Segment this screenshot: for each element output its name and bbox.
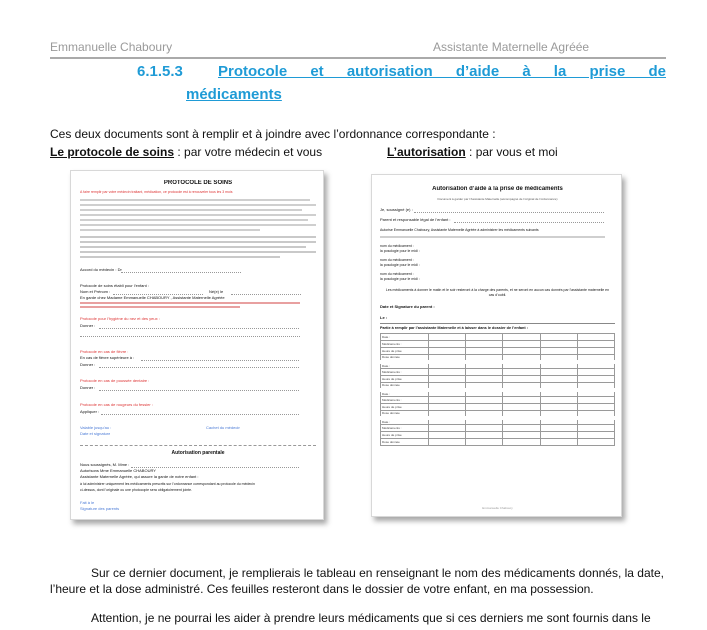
doc2-title: Autorisation d’aide à la prise de médicaments — [432, 186, 563, 192]
doc1-donner-3: Donner : — [80, 385, 96, 390]
table-cell — [577, 397, 614, 404]
table-row-label: Heure de prise — [381, 348, 429, 355]
doc1-fait: Fait à le — [80, 500, 95, 505]
doc1-body-text — [80, 204, 316, 206]
doc1-body-text — [80, 256, 280, 258]
table-row — [381, 355, 615, 362]
doc1-field-line — [99, 390, 299, 391]
table-row-label: Heure de prise — [381, 404, 429, 411]
table-cell — [429, 418, 466, 425]
table-row-label: Médicaments : — [381, 341, 429, 348]
doc1-body-text — [80, 241, 316, 243]
table-cell — [466, 432, 503, 439]
table-cell — [540, 383, 577, 390]
doc1-nom: Nom et Prénom : — [80, 289, 111, 294]
table-cell — [503, 355, 540, 362]
doc1-date-signature: Date et signature — [80, 431, 111, 436]
table-row — [381, 348, 615, 355]
section-title-line2: médicaments — [186, 86, 282, 103]
doc1-administrer: à lui administrer uniquement les médicaments prescrits sur l’ordonnance correspondant au protocole du médecin — [80, 482, 255, 486]
table-cell — [503, 432, 540, 439]
table-row-label: Heure de prise — [381, 432, 429, 439]
doc1-signature-parents: Signature des parents — [80, 506, 120, 511]
doc1-fievre-sup: En cas de fièvre supérieure à : — [80, 355, 135, 360]
doc1-field-line — [131, 467, 299, 468]
table-cell — [503, 390, 540, 397]
doc1-field-line — [101, 414, 299, 415]
doc2-partie: Partie à remplir par l’assistante Maternelle et à laisser dans le dossier de l’enfant : — [380, 326, 528, 330]
table-row — [381, 376, 615, 383]
table-cell — [540, 397, 577, 404]
doc2-posologie: la posologie pour le midi : — [380, 263, 420, 267]
table-row — [381, 404, 615, 411]
table-cell — [577, 404, 614, 411]
table-cell — [503, 418, 540, 425]
doc1-body-text — [80, 251, 316, 253]
table-cell — [577, 432, 614, 439]
table-row — [381, 397, 615, 404]
doc1-amagree: Assistante Maternelle Agréée, qui assure la garde de notre enfant : — [80, 474, 199, 479]
doc2-soussigne: Je, soussigné (e) : — [380, 207, 413, 212]
doc1-cachet: Cachet du médecin — [206, 425, 241, 430]
doc2-nom-medicament: nom du médicament : — [380, 244, 414, 248]
table-row — [381, 432, 615, 439]
doc1-donner-1: Donner : — [80, 323, 96, 328]
doc1-dentaire: Protocole en cas de poussée dentaire : — [80, 378, 150, 383]
table-cell — [503, 369, 540, 376]
doc1-autorisation-title: Autorisation parentale — [171, 450, 225, 456]
doc1-field-line — [141, 360, 299, 361]
table-cell — [503, 425, 540, 432]
table-cell — [429, 404, 466, 411]
doc1-body-text — [80, 199, 310, 201]
table-cell — [577, 376, 614, 383]
doc2-nom-medicament: nom du médicament : — [380, 272, 414, 276]
table-cell — [466, 404, 503, 411]
table-cell — [577, 355, 614, 362]
doc2-le: Le : — [380, 315, 388, 320]
table-cell — [503, 397, 540, 404]
table-row-label: Médicaments : — [381, 397, 429, 404]
table-cell — [466, 390, 503, 397]
table-cell — [429, 439, 466, 446]
table-cell — [466, 334, 503, 341]
doc1-body-text — [80, 209, 302, 211]
paragraph-1-line-1: Sur ce dernier document, je remplierais le tableau en renseignant le nom des médicaments donnés, la date, — [91, 566, 664, 580]
table-cell — [429, 334, 466, 341]
doc1-note — [80, 302, 300, 304]
table-row-label: Médicaments : — [381, 369, 429, 376]
doc2-intro: Document à garder par l’Assistante Maternelle (accompagné de l’original de l’ordonnance) — [437, 197, 558, 201]
table-cell — [503, 404, 540, 411]
doc1-body-text — [80, 224, 316, 226]
doc2-footer: Emmanuelle Chaboury — [482, 506, 513, 510]
table-cell — [540, 334, 577, 341]
doc2-field-line — [454, 222, 604, 223]
table-cell — [466, 376, 503, 383]
table-cell — [540, 425, 577, 432]
table-cell — [503, 334, 540, 341]
table-cell — [429, 397, 466, 404]
table-cell — [429, 390, 466, 397]
table-cell — [540, 376, 577, 383]
table-cell — [503, 362, 540, 369]
doc1-valable: Valable jusqu’au : — [80, 425, 112, 430]
paragraph-1-line-2: l’heure et la dose administré. Ces feuilles resteront dans le dossier de votre enfant, en ma possession. — [50, 582, 594, 596]
table-row-label: Date : — [381, 334, 429, 341]
table-cell — [577, 369, 614, 376]
doc1-body-text — [80, 219, 308, 221]
table-row-label: Dose donnée — [381, 355, 429, 362]
autorisation-label — [387, 145, 558, 159]
table-row-label: Dose donnée — [381, 439, 429, 446]
table-row — [381, 341, 615, 348]
doc2-autorise: Autorise Emmanuelle Chaboury, Assistante Maternelle Agréée à administrer les médicaments suivants — [380, 228, 539, 232]
doc1-body-text — [80, 229, 260, 231]
table-cell — [540, 341, 577, 348]
doc2-nom-medicament: nom du médicament : — [380, 258, 414, 262]
doc1-ci-dessus: ci-dessus, dont l’originale ou une photocopie sera obligatoirement jointe. — [80, 488, 193, 492]
table-cell — [466, 362, 503, 369]
table-cell — [540, 404, 577, 411]
table-row — [381, 390, 615, 397]
table-cell — [577, 334, 614, 341]
header-divider — [50, 57, 666, 59]
doc1-fievre: Protocole en cas de fièvre : — [80, 349, 129, 354]
table-row-label: Dose donnée — [381, 411, 429, 418]
section-number: 6.1.5.3 — [137, 63, 183, 80]
doc1-accord: Accord du médecin : Dr — [80, 267, 122, 272]
table-row — [381, 425, 615, 432]
table-cell — [466, 341, 503, 348]
table-cell — [503, 341, 540, 348]
table-cell — [466, 411, 503, 418]
doc1-hygiene: Protocole pour l’hygiène du nez et des yeux : — [80, 316, 160, 321]
autorisation-term: L’autorisation — [387, 145, 466, 159]
table-cell — [540, 348, 577, 355]
doc1-soussignes: Nous soussignés, M. Mme : — [80, 462, 130, 467]
doc1-donner-2: Donner : — [80, 362, 96, 367]
table-cell — [540, 411, 577, 418]
table-cell — [503, 411, 540, 418]
table-cell — [466, 369, 503, 376]
table-cell — [577, 348, 614, 355]
table-row-label: Date : — [381, 418, 429, 425]
table-row-label: Heure de prise — [381, 376, 429, 383]
table-cell — [540, 390, 577, 397]
table-row — [381, 369, 615, 376]
table-cell — [540, 439, 577, 446]
table-cell — [577, 341, 614, 348]
doc1-field-line — [80, 336, 300, 337]
doc2-date-signature: Date et Signature du parent : — [380, 304, 435, 309]
section-title-line1: Protocole et autorisation d’aide à la prise de — [218, 63, 666, 80]
doc1-fessier: Protocole en cas de rougeurs du fessier : — [80, 402, 153, 407]
table-cell — [466, 397, 503, 404]
table-cell — [577, 383, 614, 390]
table-cell — [429, 362, 466, 369]
table-cell — [577, 439, 614, 446]
table-cell — [429, 341, 466, 348]
protocole-description: : par votre médecin et vous — [174, 145, 323, 159]
table-cell — [577, 390, 614, 397]
table-row-label: Date : — [381, 390, 429, 397]
table-cell — [503, 439, 540, 446]
table-row-label: Date : — [381, 362, 429, 369]
doc1-body-text — [80, 246, 306, 248]
table-cell — [466, 439, 503, 446]
protocole-de-soins-document — [70, 170, 324, 520]
table-cell — [429, 348, 466, 355]
table-cell — [540, 432, 577, 439]
doc1-subtitle: A faire remplir par votre médecin traitant, médication, ce protocole est à renouveler tous les 3 mois — [80, 190, 233, 194]
table-row — [381, 362, 615, 369]
doc2-posologie: la posologie pour le midi : — [380, 277, 420, 281]
doc1-title: PROTOCOLE DE SOINS — [163, 180, 233, 186]
table-cell — [466, 418, 503, 425]
table-row — [381, 439, 615, 446]
header-role: Assistante Maternelle Agréée — [433, 40, 590, 54]
doc1-field-line — [99, 328, 299, 329]
doc1-field-line — [121, 272, 241, 273]
doc2-medicaments-note: Les médicaments à donner le matin et le soir resteront à la charge des parents, et ne seront en aucun cas donnés par l’assistante maternelle en cas d’oubli. — [385, 288, 610, 297]
table-cell — [577, 362, 614, 369]
protocole-label — [50, 145, 322, 159]
table-cell — [577, 425, 614, 432]
table-cell — [429, 425, 466, 432]
doc2-field-line — [414, 212, 604, 213]
table-cell — [577, 418, 614, 425]
table-cell — [466, 383, 503, 390]
table-cell — [503, 383, 540, 390]
doc1-garde: En garde chez Madame Emmanuelle CHABOURY , Assistante Maternelle Agréée — [80, 295, 225, 300]
table-row — [381, 411, 615, 418]
doc2-parent: Parent et responsable légal de l’enfant : — [380, 217, 451, 222]
doc1-etabli: Protocole de soins établi pour l’enfant : — [80, 283, 149, 288]
doc1-field-line — [231, 294, 301, 295]
table-row — [381, 334, 615, 341]
table-cell — [503, 376, 540, 383]
doc1-field-line — [99, 367, 299, 368]
table-cell — [429, 376, 466, 383]
doc2-posologie: la posologie pour le midi : — [380, 249, 420, 253]
doc1-body-text — [80, 214, 316, 216]
doc2-separator — [380, 323, 615, 324]
table-cell — [540, 418, 577, 425]
intro-text: Ces deux documents sont à remplir et à joindre avec l’ordonnance correspondante : — [50, 127, 496, 141]
table-cell — [466, 348, 503, 355]
table-cell — [466, 425, 503, 432]
doc1-appliquer: Appliquer : — [80, 409, 100, 414]
table-cell — [540, 355, 577, 362]
table-cell — [429, 369, 466, 376]
doc1-ne-le: Né(e) le — [209, 289, 224, 294]
table-cell — [429, 355, 466, 362]
protocole-term: Le protocole de soins — [50, 145, 175, 159]
table-row-label: Dose donnée — [381, 383, 429, 390]
doc1-autorisons: Autorisons Mme Emmanuelle CHABOURY — [80, 468, 156, 473]
header-author: Emmanuelle Chaboury — [50, 40, 173, 54]
table-row-label: Médicaments : — [381, 425, 429, 432]
table-cell — [503, 348, 540, 355]
autorisation-document — [371, 174, 622, 517]
doc1-separator — [80, 445, 316, 446]
doc1-body-text — [80, 236, 316, 238]
table-row — [381, 418, 615, 425]
paragraph-2-line-1: Attention, je ne pourrai les aider à prendre leurs médicaments que si ces derniers me sont fournis dans le — [91, 611, 651, 625]
autorisation-description: : par vous et moi — [465, 145, 558, 159]
table-cell — [429, 411, 466, 418]
table-cell — [540, 362, 577, 369]
table-cell — [540, 369, 577, 376]
table-cell — [429, 432, 466, 439]
doc1-note — [80, 306, 240, 308]
table-cell — [577, 411, 614, 418]
table-cell — [429, 383, 466, 390]
doc2-body-text — [380, 236, 605, 238]
doc2-log-table — [380, 333, 615, 446]
table-row — [381, 383, 615, 390]
table-cell — [466, 355, 503, 362]
